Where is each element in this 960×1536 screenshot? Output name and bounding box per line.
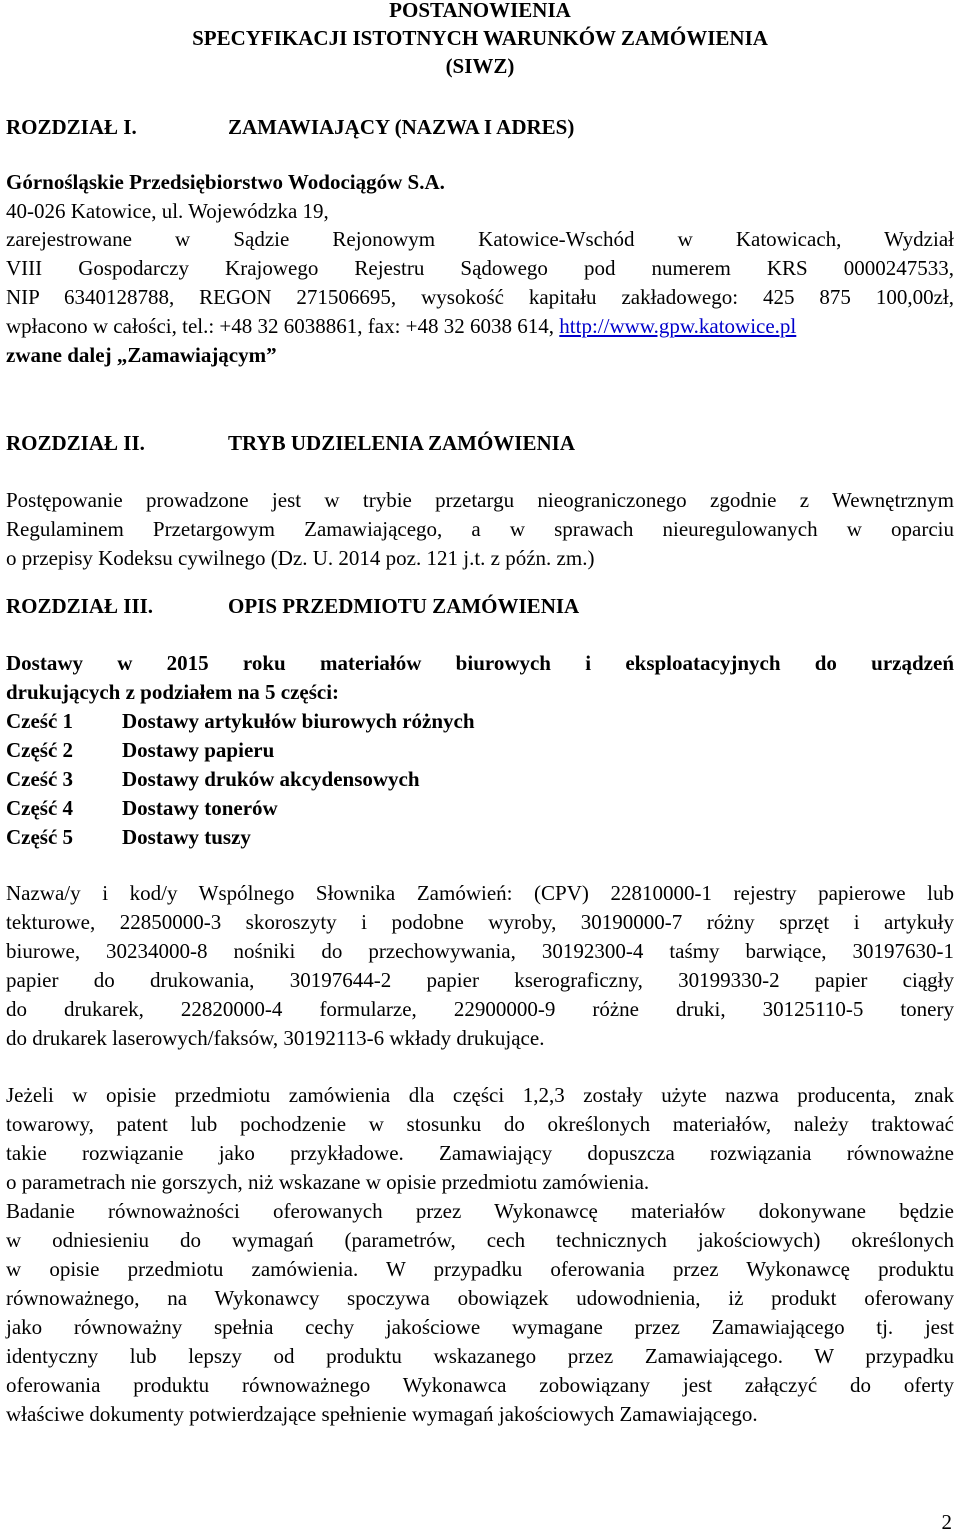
paragraph-line: biurowe, 30234000-8 nośniki do przechowywania, 30192300-4 taśmy barwiące, 30197630-1 xyxy=(6,939,954,963)
part-description: Dostawy tuszy xyxy=(122,825,251,849)
paragraph-line: o parametrach nie gorszych, niż wskazane w opisie przedmiotu zamówienia. xyxy=(6,1170,650,1194)
section-3-title: OPIS PRZEDMIOTU ZAMÓWIENIA xyxy=(228,594,580,618)
part-label: Część 5 xyxy=(6,825,74,849)
section-2-number: ROZDZIAŁ II. xyxy=(6,431,145,455)
section-1-number: ROZDZIAŁ I. xyxy=(6,115,137,139)
part-label: Część 4 xyxy=(6,796,74,820)
paragraph-line: w odniesieniu do wymagań (parametrów, cech technicznych jakościowych) określonych xyxy=(6,1228,954,1252)
contact-text: wpłacono w całości, tel.: +48 32 6038861, fax: +48 32 6038 614, xyxy=(6,314,560,338)
paragraph-line: Nazwa/y i kod/y Wspólnego Słownika Zamówień: (CPV) 22810000-1 rejestry papierowe lub xyxy=(6,881,954,905)
part-description: Dostawy artykułów biurowych różnych xyxy=(122,709,475,733)
intro-line: drukujących z podziałem na 5 części: xyxy=(6,680,340,704)
list-item xyxy=(6,794,954,823)
intro-line: Dostawy w 2015 roku materiałów biurowych i eksploatacyjnych do urządzeń xyxy=(6,651,954,675)
paragraph-line: Regulaminem Przetargowym Zamawiającego, a w sprawach nieuregulowanych w oparciu xyxy=(6,517,954,541)
paragraph-line: w opisie przedmiotu zamówienia. W przypadku oferowania przez Wykonawcę produktu xyxy=(6,1257,954,1281)
part-description: Dostawy tonerów xyxy=(122,796,278,820)
doc-title-line-3: (SIWZ) xyxy=(445,54,515,78)
part-label: Cześć 1 xyxy=(6,709,74,733)
doc-title-line-1: POSTANOWIENIA xyxy=(389,0,571,22)
paragraph-line: do drukarek, 22820000-4 formularze, 22900000-9 różne druki, 30125110-5 tonery xyxy=(6,997,954,1021)
paragraph-line: papier do drukowania, 30197644-2 papier kserograficzny, 30199330-2 papier ciągły xyxy=(6,968,954,992)
paragraph-line: Badanie równoważności oferowanych przez Wykonawcę materiałów dokonywane będzie xyxy=(6,1199,954,1223)
paragraph-line: identyczny lub lepszy od produktu wskazanego przez Zamawiającego. W przypadku xyxy=(6,1344,954,1368)
part-description: Dostawy druków akcydensowych xyxy=(122,767,420,791)
website-link[interactable]: http://www.gpw.katowice.pl xyxy=(559,314,797,338)
paragraph-line: tekturowe, 22850000-3 skoroszyty i podobne wyroby, 30190000-7 różny sprzęt i artykuły xyxy=(6,910,954,934)
called-line: zwane dalej „Zamawiającym” xyxy=(6,343,277,367)
section-2-title: TRYB UDZIELENIA ZAMÓWIENIA xyxy=(228,431,575,455)
part-label: Część 2 xyxy=(6,738,74,762)
section-3-intro xyxy=(6,649,954,707)
paragraph-line: równoważnego, na Wykonawcy spoczywa obowiązek udowodnienia, iż produkt oferowany xyxy=(6,1286,954,1310)
registry-line-2: VIII Gospodarczy Krajowego Rejestru Sądowego pod numerem KRS 0000247533, xyxy=(6,256,954,280)
page-number: 2 xyxy=(941,1510,952,1534)
registry-line-1: zarejestrowane w Sądzie Rejonowym Katowice-Wschód w Katowicach, Wydział xyxy=(6,227,954,251)
part-label: Cześć 3 xyxy=(6,767,74,791)
paragraph-line: o przepisy Kodeksu cywilnego (Dz. U. 2014 poz. 121 j.t. z późn. zm.) xyxy=(6,546,595,570)
parts-list xyxy=(6,707,954,852)
section-3-heading xyxy=(6,591,954,621)
address-line: 40-026 Katowice, ul. Wojewódzka 19, xyxy=(6,199,329,223)
doc-title-line-2: SPECYFIKACJI ISTOTNYCH WARUNKÓW ZAMÓWIENIA xyxy=(192,26,768,50)
list-item xyxy=(6,707,954,736)
section-1-heading xyxy=(6,112,954,142)
registry-line-3: NIP 6340128788, REGON 271506695, wysokość kapitału zakładowego: 425 875 100,00zł, xyxy=(6,285,954,309)
cpv-paragraph xyxy=(6,879,954,1053)
section-1-title: ZAMAWIAJĄCY (NAZWA I ADRES) xyxy=(228,115,575,139)
list-item xyxy=(6,765,954,794)
list-item xyxy=(6,823,954,852)
section-2-heading xyxy=(6,428,954,458)
paragraph-line: właściwe dokumenty potwierdzające spełnienie wymagań jakościowych Zamawiającego. xyxy=(6,1402,758,1426)
section-2-paragraph xyxy=(6,486,954,573)
list-item xyxy=(6,736,954,765)
paragraph-line: do drukarek laserowych/faksów, 30192113-6 wkłady drukujące. xyxy=(6,1026,545,1050)
equivalence-paragraph xyxy=(6,1081,954,1429)
part-description: Dostawy papieru xyxy=(122,738,275,762)
paragraph-line: oferowania produktu równoważnego Wykonawca zobowiązany jest załączyć do oferty xyxy=(6,1373,954,1397)
document-page xyxy=(6,0,954,1429)
paragraph-line: Jeżeli w opisie przedmiotu zamówienia dla części 1,2,3 zostały użyte nazwa producenta, znak xyxy=(6,1083,954,1107)
paragraph-line: towarowy, patent lub pochodzenie w stosunku do określonych materiałów, należy traktować xyxy=(6,1112,954,1136)
paragraph-line: Postępowanie prowadzone jest w trybie przetargu nieograniczonego zgodnie z Wewnętrznym xyxy=(6,488,954,512)
paragraph-line: takie rozwiązanie jako przykładowe. Zamawiający dopuszcza rozwiązania równoważne xyxy=(6,1141,954,1165)
section-3-number: ROZDZIAŁ III. xyxy=(6,594,154,618)
contact-line xyxy=(6,312,954,341)
company-name: Górnośląskie Przedsiębiorstwo Wodociągów S.A. xyxy=(6,170,445,194)
paragraph-line: jako równoważny spełnia cechy jakościowe wymagane przez Zamawiającego tj. jest xyxy=(6,1315,954,1339)
